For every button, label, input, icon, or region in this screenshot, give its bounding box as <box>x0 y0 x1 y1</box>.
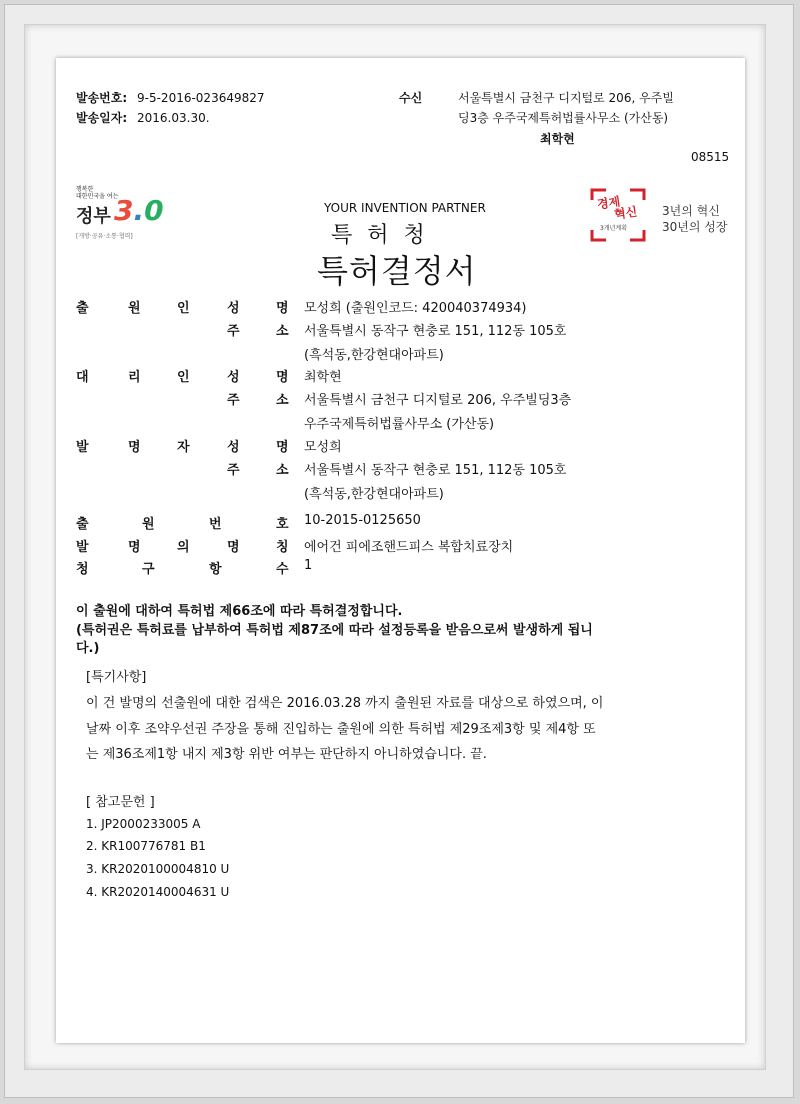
label-char: 출 <box>76 301 89 316</box>
decision-line2: (특허권은 특허료를 납부하여 특허법 제87조에 따라 설정등록을 받음으로써 발생하게 됩니 <box>76 623 593 638</box>
label-char: 소 <box>276 463 289 478</box>
inventor-address-line1: 서울특별시 동작구 현충로 151, 112동 105호 <box>304 463 567 478</box>
invention-title: 에어건 피에조핸드피스 복합치료장치 <box>304 540 514 555</box>
inventor-address-row <box>76 459 736 479</box>
innovation-text-line1: 3년의 혁신 <box>662 204 720 218</box>
agent-address-line1: 서울특별시 금천구 디지털로 206, 우주빌딩3층 <box>304 393 572 408</box>
label-char: 자 <box>177 440 190 455</box>
innovation-title-line2: 혁신 <box>613 204 639 222</box>
dispatch-date <box>76 109 210 126</box>
label-char: 인 <box>177 301 190 316</box>
label-char: 호 <box>276 517 289 532</box>
reference-item: 2. KR100776781 B1 <box>86 839 206 853</box>
applicant-name-row <box>76 297 736 317</box>
document-page <box>56 58 745 1043</box>
label-char: 주 <box>227 463 240 478</box>
label-char: 리 <box>128 370 141 385</box>
reference-item: 1. JP2000233005 A <box>86 817 201 831</box>
label-char: 번 <box>209 517 222 532</box>
government-3-0-logo <box>76 186 176 246</box>
references-heading: [ 참고문헌 ] <box>86 795 155 810</box>
gov-logo-line2: 대한민국을 여는 <box>76 193 119 200</box>
applicant-address-row <box>76 320 736 340</box>
remarks-heading: [특기사항] <box>86 670 147 685</box>
dispatch-date-label: 발송일자: <box>76 111 128 125</box>
label-char: 인 <box>177 370 190 385</box>
label-char: 구 <box>142 562 155 577</box>
dispatch-number-label: 발송번호: <box>76 91 128 105</box>
remarks-line1: 이 건 발명의 선출원에 대한 검색은 2016.03.28 까지 출원된 자료를 대상으로 하였으며, 이 <box>86 696 604 711</box>
label-char: 대 <box>76 370 89 385</box>
label-char: 칭 <box>276 540 289 555</box>
label-char: 청 <box>76 562 89 577</box>
label-char: 명 <box>227 540 240 555</box>
remarks-line3: 는 제36조제1항 내지 제3항 위반 여부는 판단하지 아니하였습니다. 끝. <box>86 747 487 762</box>
gov-logo-version: 3.0 <box>114 194 164 227</box>
gov-logo-line1: 행복한 <box>76 186 94 193</box>
label-char: 소 <box>276 324 289 339</box>
economic-innovation-logo <box>588 186 738 246</box>
application-number: 10-2015-0125650 <box>304 513 421 528</box>
label-char: 항 <box>209 562 222 577</box>
applicant-name: 모성희 (출원인코드: 420040374934) <box>304 301 527 316</box>
gov-logo-small-text <box>76 186 118 200</box>
label-char: 성 <box>227 370 240 385</box>
label-char: 명 <box>276 370 289 385</box>
applicant-address-line1: 서울특별시 동작구 현충로 151, 112동 105호 <box>304 324 567 339</box>
agent-name: 최학현 <box>304 370 342 385</box>
recipient-label: 수신 <box>399 91 423 105</box>
label-char: 명 <box>128 440 141 455</box>
label-char: 성 <box>227 301 240 316</box>
label-char: 발 <box>76 440 89 455</box>
decision-line1: 이 출원에 대하여 특허법 제66조에 따라 특허결정합니다. <box>76 604 403 619</box>
inventor-address-line2: (흑석동,한강현대아파트) <box>304 487 444 502</box>
label-char: 주 <box>227 324 240 339</box>
label-char: 주 <box>227 393 240 408</box>
reference-item: 4. KR2020140004631 U <box>86 885 230 899</box>
label-char: 의 <box>177 540 190 555</box>
label-char: 명 <box>276 301 289 316</box>
document-title: 특허결정서 <box>317 252 477 290</box>
agent-address-line2: 우주국제특허법률사무소 (가산동) <box>304 417 495 432</box>
label-char: 명 <box>276 440 289 455</box>
label-char: 명 <box>128 540 141 555</box>
agent-address-row <box>76 389 736 409</box>
inventor-name: 모성희 <box>304 440 342 455</box>
recipient-name: 최학현 <box>540 132 575 146</box>
claims-count: 1 <box>304 558 313 573</box>
recipient-address-line2: 딩3층 우주국제특허법률사무소 (가산동) <box>458 111 669 125</box>
label-char: 성 <box>227 440 240 455</box>
inventor-name-row <box>76 436 736 456</box>
gov-logo-main: 정부 <box>76 206 111 227</box>
document-code: 08515 <box>691 150 730 164</box>
dispatch-number <box>76 89 265 106</box>
inventor-address-row2 <box>76 483 736 503</box>
invention-title-row <box>76 536 736 556</box>
dispatch-number-value: 9-5-2016-023649827 <box>137 91 265 105</box>
label-char: 원 <box>142 517 155 532</box>
innovation-subtitle: 3개년계획 <box>600 225 628 232</box>
innovation-text-line2: 30년의 성장 <box>662 220 728 234</box>
recipient-address-line1: 서울특별시 금천구 디지털로 206, 우주빌 <box>458 91 674 105</box>
decision-line3: 다.) <box>76 641 100 656</box>
applicant-address-line2: (흑석동,한강현대아파트) <box>304 348 444 363</box>
remarks-line2: 날짜 이후 조약우선권 주장을 통해 진입하는 출원에 의한 특허법 제29조제3항 및 제4항 또 <box>86 722 596 737</box>
label-char: 소 <box>276 393 289 408</box>
innovation-title-line1: 경제 <box>596 194 622 212</box>
label-char: 발 <box>76 540 89 555</box>
dispatch-date-value: 2016.03.30. <box>137 111 210 125</box>
reference-item: 3. KR2020100004810 U <box>86 862 230 876</box>
agent-address-row2 <box>76 413 736 433</box>
label-char: 원 <box>128 301 141 316</box>
label-char: 수 <box>276 562 289 577</box>
applicant-address-row2 <box>76 344 736 364</box>
office-name: 특 허 청 <box>331 223 429 248</box>
agent-name-row <box>76 366 736 386</box>
application-number-row <box>76 513 736 533</box>
gov-logo-tags: [개방·공유·소통·협력] <box>76 233 133 240</box>
claims-row <box>76 558 736 578</box>
label-char: 출 <box>76 517 89 532</box>
partner-slogan: YOUR INVENTION PARTNER <box>324 201 486 215</box>
